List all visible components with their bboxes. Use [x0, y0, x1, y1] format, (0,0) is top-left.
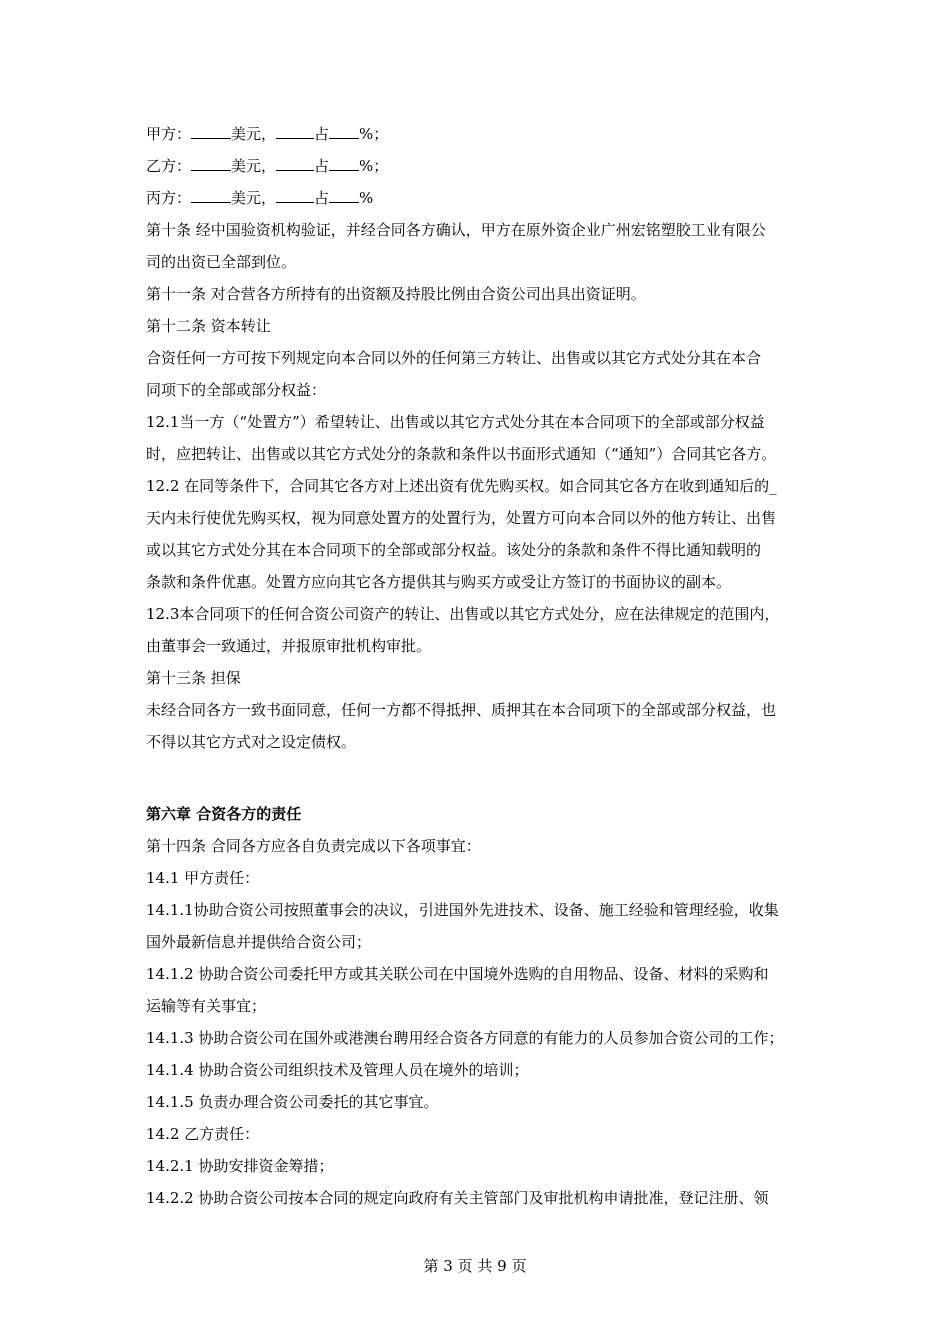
text-line: 14.1.1协助合资公司按照董事会的决议，引进国外先进技术、设备、施工经验和管理经验，收集 [146, 901, 779, 919]
party-label: 乙方： [146, 157, 192, 175]
usd-label: 美元， [231, 125, 277, 143]
text-line: 第十四条 合同各方应各自负责完成以下各项事宜： [146, 837, 481, 855]
share-line-party-c [146, 182, 814, 214]
share-line-party-a [146, 118, 814, 150]
share-label: 占 [314, 157, 330, 175]
text-line: 14.2.2 协助合资公司按本合同的规定向政府有关主管部门及审批机构申请批准，登记注册、领 [146, 1189, 769, 1207]
text-line: 第十二条 资本转让 [146, 317, 271, 335]
percent-blank [329, 124, 359, 139]
text-line: 14.2.1 协助安排资金筹措； [146, 1157, 334, 1175]
text-line: 合资任何一方可按下列规定向本合同以外的任何第三方转让、出售或以其它方式处分其在本合 [146, 349, 762, 367]
amount-blank [191, 156, 231, 171]
text-line: 不得以其它方式对之设定债权。 [146, 733, 357, 751]
text-line: 第十三条 担保 [146, 669, 241, 687]
share-line-party-b [146, 150, 814, 182]
text-line: 14.2 乙方责任： [146, 1125, 260, 1143]
text-line: 12.1当一方（“处置方”）希望转让、出售或以其它方式处分其在本合同项下的全部或部分权益 [146, 413, 765, 431]
percent-label: %； [359, 125, 389, 143]
text-line: 天内未行使优先购买权，视为同意处置方的处置行为，处置方可向本合同以外的他方转让、出售 [146, 509, 777, 527]
share-label: 占 [314, 189, 330, 207]
text-line: 条款和条件优惠。处置方应向其它各方提供其与购买方或受让方签订的书面协议的副本。 [146, 573, 732, 591]
amount-blank [191, 188, 231, 203]
usd-label: 美元， [231, 157, 277, 175]
page-number-footer: 第 3 页 共 9 页 [423, 1257, 527, 1275]
text-line: 或以其它方式处分其在本合同项下的全部或部分权益。该处分的条款和条件不得比通知载明的 [146, 541, 762, 559]
text-line: 国外最新信息并提供给合资公司； [146, 933, 372, 951]
text-line: 14.1.3 协助合资公司在国外或港澳台聘用经合资各方同意的有能力的人员参加合资公司的工作； [146, 1029, 784, 1047]
page-body [146, 118, 814, 1214]
usd-label: 美元， [231, 189, 277, 207]
amount-blank [276, 156, 314, 171]
text-line: 运输等有关事宜； [146, 997, 267, 1015]
percent-label: %； [359, 157, 389, 175]
text-line: 第十条 经中国验资机构验证，并经合同各方确认，甲方在原外资企业广州宏铭塑胶工业有限公 [146, 221, 766, 239]
text-line: 同项下的全部或部分权益： [146, 381, 327, 399]
percent-blank [329, 156, 359, 171]
text-line: 14.1 甲方责任： [146, 869, 260, 887]
text-line: 14.1.2 协助合资公司委托甲方或其关联公司在中国境外选购的自用物品、设备、材料的采购和 [146, 965, 769, 983]
text-line: 14.1.5 负责办理合资公司委托的其它事宜。 [146, 1093, 439, 1111]
text-line: 时，应把转让、出售或以其它方式处分的条款和条件以书面形式通知（“通知”）合同其它各方。 [146, 445, 777, 463]
chapter-heading: 第六章 合资各方的责任 [146, 805, 302, 823]
text-line: 未经合同各方一致书面同意，任何一方都不得抵押、质押其在本合同项下的全部或部分权益，也 [146, 701, 777, 719]
text-line: 第十一条 对合营各方所持有的出资额及持股比例由合资公司出具出资证明。 [146, 285, 646, 303]
text-line: 由董事会一致通过，并报原审批机构审批。 [146, 637, 432, 655]
text-line: 12.3本合同项下的任何合资公司资产的转让、出售或以其它方式处分，应在法律规定的范围内， [146, 605, 780, 623]
amount-blank [276, 188, 314, 203]
party-label: 丙方： [146, 189, 192, 207]
percent-label: % [359, 189, 374, 207]
share-label: 占 [314, 125, 330, 143]
text-line: 14.1.4 协助合资公司组织技术及管理人员在境外的培训； [146, 1061, 529, 1079]
party-label: 甲方： [146, 125, 192, 143]
text-line: 司的出资已全部到位。 [146, 253, 297, 271]
amount-blank [276, 124, 314, 139]
text-line: 12.2 在同等条件下，合同其它各方对上述出资有优先购买权。如合同其它各方在收到通知后的_ [146, 477, 777, 495]
amount-blank [191, 124, 231, 139]
section-spacer [146, 758, 814, 798]
percent-blank [329, 188, 359, 203]
